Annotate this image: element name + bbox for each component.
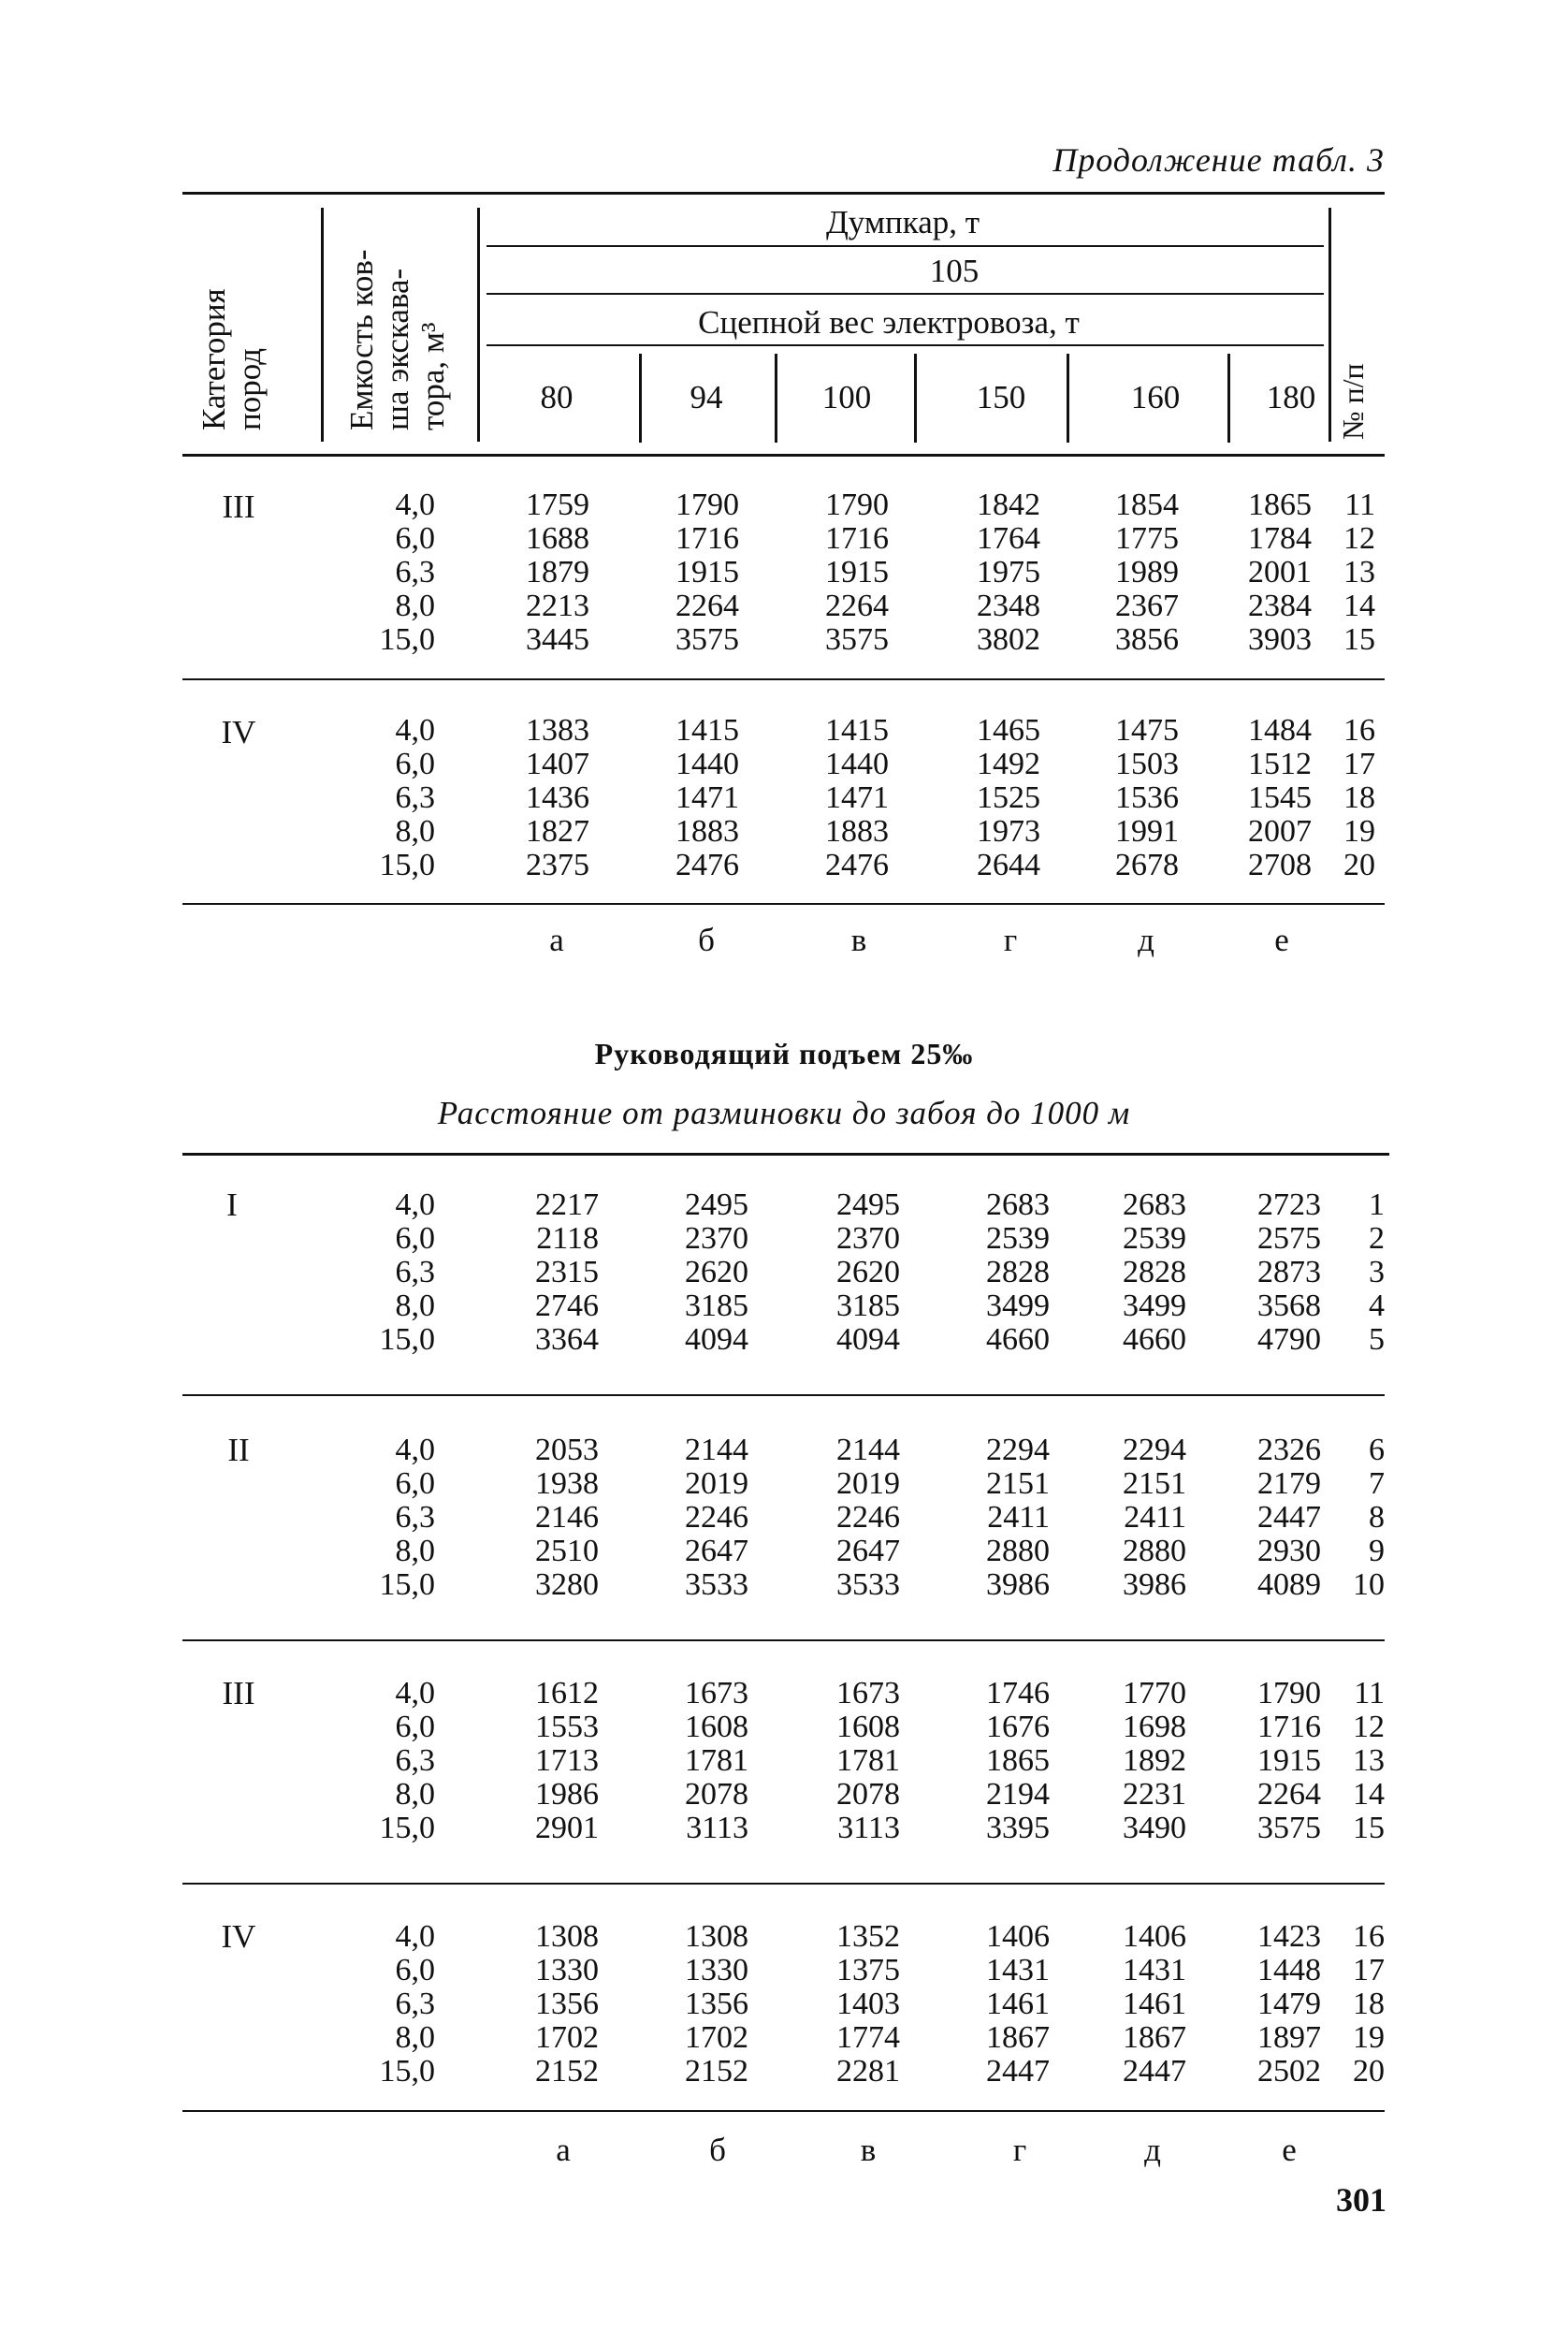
column-letter: е — [1282, 2132, 1297, 2168]
value-column: 1465 1492 1525 1973 2644 — [977, 713, 1040, 882]
value-column: 1308 1330 1356 1702 2152 — [535, 1919, 599, 2089]
section-title: Руководящий подъем 25‰ — [594, 1037, 974, 1070]
column-letter: а — [556, 2132, 571, 2168]
row-number-column: 1 2 3 4 5 — [1369, 1187, 1385, 1357]
column-letter: а — [549, 922, 564, 958]
table-bottom-rule — [182, 903, 1385, 905]
value-column: 1790 1716 1915 2264 3575 — [825, 488, 889, 657]
value-column: 1673 1608 1781 2078 3113 — [836, 1676, 900, 1845]
header-loco-weight: Сцепной вес электровоза, т — [698, 304, 1080, 341]
row-number-column: 6 7 8 9 10 — [1353, 1433, 1385, 1602]
column-letter: е — [1274, 922, 1289, 958]
capacity-column: 4,0 6,0 6,3 8,0 15,0 — [379, 713, 435, 882]
value-column: 1415 1440 1471 1883 2476 — [675, 713, 739, 882]
header-rule — [486, 344, 1324, 346]
weight-150: 150 — [976, 379, 1026, 415]
header-category: Категория пород — [196, 288, 268, 430]
value-column: 1484 1512 1545 2007 2708 — [1248, 713, 1312, 882]
column-letter: д — [1138, 922, 1154, 958]
column-letter: б — [709, 2132, 726, 2168]
weight-160: 160 — [1130, 379, 1181, 415]
category-label: III — [222, 1675, 255, 1711]
group-divider — [182, 1639, 1385, 1641]
weight-divider — [775, 354, 777, 443]
table-2-top-rule — [182, 1153, 1389, 1156]
value-column: 2294 2151 2411 2880 3986 — [986, 1433, 1050, 1602]
weight-divider — [639, 354, 642, 443]
value-column: 1612 1553 1713 1986 2901 — [535, 1676, 599, 1845]
capacity-column: 4,0 6,0 6,3 8,0 15,0 — [379, 1187, 435, 1357]
column-letter: в — [850, 922, 867, 958]
header-dumpcar: Думпкар, т — [825, 204, 980, 240]
value-column: 1423 1448 1479 1897 2502 — [1257, 1919, 1321, 2089]
value-column: 2683 2539 2828 3499 4660 — [986, 1187, 1050, 1357]
category-label: I — [226, 1187, 238, 1223]
group-divider — [182, 678, 1385, 680]
page-number: 301 — [1336, 2181, 1387, 2219]
value-column: 2144 2019 2246 2647 3533 — [836, 1433, 900, 1602]
header-capacity: Емкость ков- ша экскава- тора, м³ — [343, 249, 451, 430]
header-bottom-rule — [182, 454, 1385, 457]
value-column: 2683 2539 2828 3499 4660 — [1123, 1187, 1186, 1357]
category-label: IV — [221, 1918, 256, 1955]
weight-100: 100 — [821, 379, 872, 415]
weight-94: 94 — [690, 379, 723, 415]
header-tonnage: 105 — [929, 253, 980, 289]
continuation-caption: Продолжение табл. 3 — [1053, 141, 1385, 179]
value-column: 1475 1503 1536 1991 2678 — [1115, 713, 1179, 882]
value-column: 1308 1330 1356 1702 2152 — [685, 1919, 748, 2089]
weight-divider — [1227, 354, 1230, 443]
group-divider — [182, 1883, 1385, 1885]
section-subtitle: Расстояние от разминовки до забоя до 1000 м — [437, 1095, 1131, 1131]
value-column: 1790 1716 1915 2264 3575 — [675, 488, 739, 657]
column-letter: б — [698, 922, 715, 958]
value-column: 1406 1431 1461 1867 2447 — [1123, 1919, 1186, 2089]
value-column: 1865 1784 2001 2384 3903 — [1248, 488, 1312, 657]
value-column: 1352 1375 1403 1774 2281 — [836, 1919, 900, 2089]
value-column: 1415 1440 1471 1883 2476 — [825, 713, 889, 882]
value-column: 2723 2575 2873 3568 4790 — [1257, 1187, 1321, 1357]
category-label: II — [227, 1432, 250, 1468]
value-column: 1842 1764 1975 2348 3802 — [977, 488, 1040, 657]
value-column: 2326 2179 2447 2930 4089 — [1257, 1433, 1321, 1602]
capacity-column: 4,0 6,0 6,3 8,0 15,0 — [379, 1433, 435, 1602]
capacity-column: 4,0 6,0 6,3 8,0 15,0 — [379, 488, 435, 657]
header-number: № п/п — [1336, 363, 1370, 440]
weight-180: 180 — [1266, 379, 1316, 415]
column-letter: г — [1003, 922, 1018, 958]
header-rule — [486, 293, 1324, 295]
header-divider — [477, 208, 480, 442]
weight-divider — [914, 354, 917, 443]
value-column: 1770 1698 1892 2231 3490 — [1123, 1676, 1186, 1845]
value-column: 1383 1407 1436 1827 2375 — [526, 713, 589, 882]
weight-80: 80 — [540, 379, 573, 415]
table-bottom-rule — [182, 2110, 1385, 2112]
column-letter: в — [860, 2132, 877, 2168]
value-column: 2495 2370 2620 3185 4094 — [685, 1187, 748, 1357]
value-column: 2217 2118 2315 2746 3364 — [535, 1187, 599, 1357]
value-column: 1746 1676 1865 2194 3395 — [986, 1676, 1050, 1845]
row-number-column: 11 12 13 14 15 — [1353, 1676, 1385, 1845]
capacity-column: 4,0 6,0 6,3 8,0 15,0 — [379, 1676, 435, 1845]
value-column: 2294 2151 2411 2880 3986 — [1123, 1433, 1186, 1602]
row-number-column: 16 17 18 19 20 — [1353, 1919, 1385, 2089]
row-number-column: 16 17 18 19 20 — [1343, 713, 1375, 882]
value-column: 2053 1938 2146 2510 3280 — [535, 1433, 599, 1602]
value-column: 1673 1608 1781 2078 3113 — [685, 1676, 748, 1845]
value-column: 2144 2019 2246 2647 3533 — [685, 1433, 748, 1602]
capacity-column: 4,0 6,0 6,3 8,0 15,0 — [379, 1919, 435, 2089]
value-column: 1759 1688 1879 2213 3445 — [526, 488, 589, 657]
category-label: IV — [221, 714, 256, 750]
group-divider — [182, 1394, 1385, 1396]
value-column: 1406 1431 1461 1867 2447 — [986, 1919, 1050, 2089]
table-top-rule — [182, 192, 1385, 195]
weight-divider — [1067, 354, 1069, 443]
column-letter: д — [1144, 2132, 1161, 2168]
category-label: III — [222, 488, 255, 525]
column-letter: г — [1012, 2132, 1027, 2168]
header-rule — [486, 245, 1324, 247]
header-divider — [321, 208, 324, 442]
row-number-column: 11 12 13 14 15 — [1343, 488, 1375, 657]
value-column: 1854 1775 1989 2367 3856 — [1115, 488, 1179, 657]
value-column: 2495 2370 2620 3185 4094 — [836, 1187, 900, 1357]
value-column: 1790 1716 1915 2264 3575 — [1257, 1676, 1321, 1845]
